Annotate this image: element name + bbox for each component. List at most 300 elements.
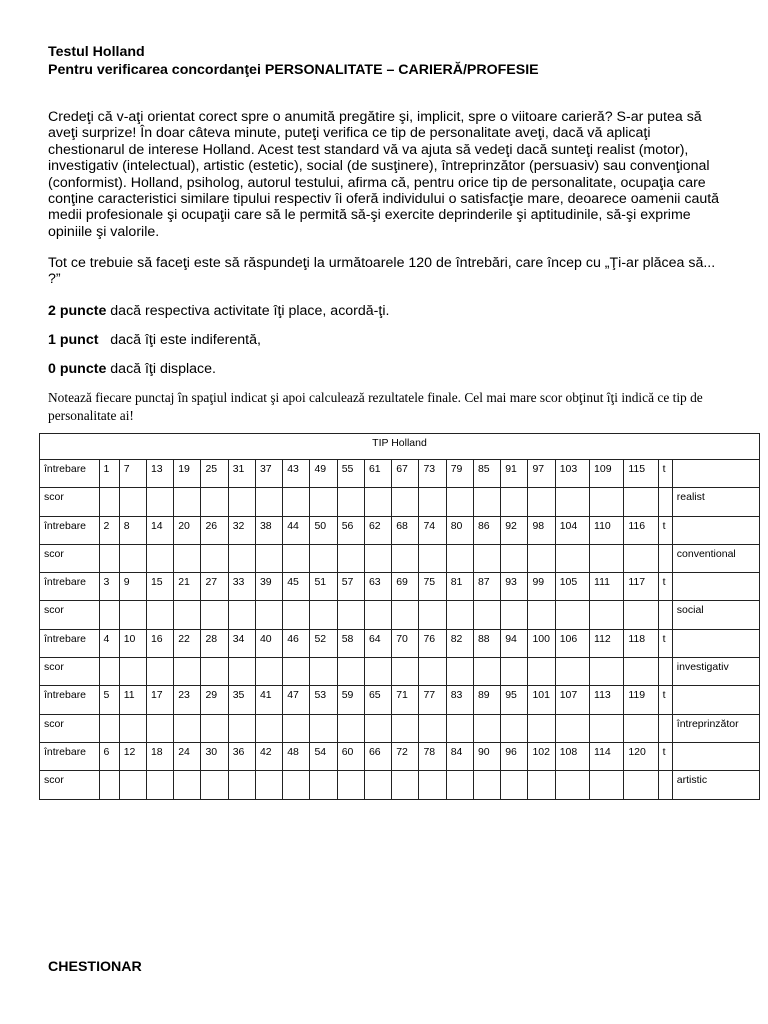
- question-number-cell: 23: [174, 686, 201, 714]
- score-input-cell[interactable]: [201, 714, 228, 742]
- question-row: [40, 686, 760, 714]
- scoring-two-points-text: dacă respectiva activitate îţi place, acordă-ţi.: [106, 303, 390, 319]
- question-number-cell: 34: [228, 629, 255, 657]
- score-input-cell[interactable]: [555, 544, 589, 572]
- question-number-cell: 42: [255, 742, 282, 770]
- score-input-cell[interactable]: [392, 714, 419, 742]
- score-input-cell[interactable]: [528, 714, 555, 742]
- score-input-cell[interactable]: [99, 488, 119, 516]
- holland-type-label: investigativ: [672, 658, 759, 686]
- table-header: TIP Holland: [40, 434, 760, 460]
- total-label-cell: t: [658, 516, 672, 544]
- question-number-cell: 6: [99, 742, 119, 770]
- empty-cell: [672, 516, 759, 544]
- question-number-cell: 11: [119, 686, 146, 714]
- question-number-cell: 17: [146, 686, 173, 714]
- title-line-1: Testul Holland: [48, 44, 145, 60]
- question-number-cell: 77: [419, 686, 446, 714]
- question-number-cell: 39: [255, 573, 282, 601]
- question-number-cell: 81: [446, 573, 473, 601]
- question-number-cell: 13: [146, 460, 173, 488]
- question-number-cell: 86: [473, 516, 500, 544]
- score-input-cell[interactable]: [228, 771, 255, 799]
- question-number-cell: 65: [364, 686, 391, 714]
- score-input-cell[interactable]: [283, 714, 310, 742]
- score-row: [40, 544, 760, 572]
- score-input-cell[interactable]: [501, 658, 528, 686]
- score-row-label: scor: [40, 714, 100, 742]
- score-input-cell[interactable]: [624, 658, 658, 686]
- score-input-cell[interactable]: [283, 771, 310, 799]
- score-input-cell[interactable]: [228, 601, 255, 629]
- empty-cell: [672, 686, 759, 714]
- score-input-cell[interactable]: [201, 488, 228, 516]
- question-number-cell: 25: [201, 460, 228, 488]
- question-number-cell: 93: [501, 573, 528, 601]
- score-input-cell[interactable]: [337, 601, 364, 629]
- question-number-cell: 112: [590, 629, 624, 657]
- score-total-cell[interactable]: [658, 658, 672, 686]
- question-number-cell: 73: [419, 460, 446, 488]
- score-input-cell[interactable]: [624, 771, 658, 799]
- question-number-cell: 117: [624, 573, 658, 601]
- question-number-cell: 82: [446, 629, 473, 657]
- question-number-cell: 71: [392, 686, 419, 714]
- score-input-cell[interactable]: [364, 601, 391, 629]
- score-input-cell[interactable]: [555, 601, 589, 629]
- scoring-two-points: [48, 303, 389, 320]
- question-number-cell: 119: [624, 686, 658, 714]
- question-number-cell: 22: [174, 629, 201, 657]
- question-number-cell: 80: [446, 516, 473, 544]
- score-input-cell[interactable]: [590, 544, 624, 572]
- holland-score-table: [39, 433, 760, 800]
- score-input-cell[interactable]: [255, 714, 282, 742]
- question-number-cell: 96: [501, 742, 528, 770]
- score-input-cell[interactable]: [174, 488, 201, 516]
- score-input-cell[interactable]: [283, 488, 310, 516]
- question-number-cell: 58: [337, 629, 364, 657]
- score-input-cell[interactable]: [364, 544, 391, 572]
- question-number-cell: 26: [201, 516, 228, 544]
- question-number-cell: 78: [419, 742, 446, 770]
- question-number-cell: 53: [310, 686, 337, 714]
- score-input-cell[interactable]: [419, 658, 446, 686]
- question-number-cell: 9: [119, 573, 146, 601]
- score-input-cell[interactable]: [310, 488, 337, 516]
- question-number-cell: 32: [228, 516, 255, 544]
- score-input-cell[interactable]: [119, 488, 146, 516]
- question-number-cell: 118: [624, 629, 658, 657]
- question-row-label: întrebare: [40, 742, 100, 770]
- holland-type-label: social: [672, 601, 759, 629]
- holland-type-label: artistic: [672, 771, 759, 799]
- question-number-cell: 27: [201, 573, 228, 601]
- question-number-cell: 72: [392, 742, 419, 770]
- question-number-cell: 95: [501, 686, 528, 714]
- question-number-cell: 36: [228, 742, 255, 770]
- score-row: [40, 714, 760, 742]
- score-input-cell[interactable]: [146, 601, 173, 629]
- score-input-cell[interactable]: [310, 714, 337, 742]
- question-number-cell: 107: [555, 686, 589, 714]
- score-input-cell[interactable]: [392, 658, 419, 686]
- score-input-cell[interactable]: [555, 771, 589, 799]
- total-label-cell: t: [658, 742, 672, 770]
- score-row: [40, 488, 760, 516]
- empty-cell: [672, 573, 759, 601]
- question-number-cell: 49: [310, 460, 337, 488]
- score-input-cell[interactable]: [446, 544, 473, 572]
- total-label-cell: t: [658, 460, 672, 488]
- question-row-label: întrebare: [40, 573, 100, 601]
- question-number-cell: 38: [255, 516, 282, 544]
- question-number-cell: 97: [528, 460, 555, 488]
- question-number-cell: 37: [255, 460, 282, 488]
- intro-paragraph: Credeţi că v-aţi orientat corect spre o anumită pregătire şi, implicit, spre o viitoare carieră? S-ar putea să aveţi surprize! În doar câteva minute, puteţi verifica ce tip de personalitate aveţi, dacă vă aplicaţi chestionarul de interese Holland. Acest test standard vă va ajuta să vedeţi dacă sunteţi realist (motor), investigativ (intelectual), artistic (estetic), social (de susţinere), întreprinzător (persuasiv) sau convenţional (conformist). Holland, psiholog, autorul testului, afirma că, pentru orice tip de personalitate, ocupaţia care conţine caracteristici similare tipului respectiv îi oferă individului o satisfacţie mare, deoarece oamenii caută medii profesionale şi ocupaţii care să le permită să-şi exercite deprinderile şi aptitudinile, să-şi exprime opiniile şi valorile.: [48, 109, 720, 240]
- score-input-cell[interactable]: [99, 714, 119, 742]
- score-input-cell[interactable]: [446, 601, 473, 629]
- score-input-cell[interactable]: [473, 658, 500, 686]
- score-input-cell[interactable]: [255, 658, 282, 686]
- score-input-cell[interactable]: [99, 601, 119, 629]
- score-input-cell[interactable]: [419, 488, 446, 516]
- score-input-cell[interactable]: [99, 658, 119, 686]
- score-input-cell[interactable]: [419, 714, 446, 742]
- score-input-cell[interactable]: [392, 771, 419, 799]
- score-input-cell[interactable]: [146, 658, 173, 686]
- score-input-cell[interactable]: [283, 601, 310, 629]
- score-input-cell[interactable]: [419, 601, 446, 629]
- score-input-cell[interactable]: [501, 544, 528, 572]
- score-input-cell[interactable]: [174, 771, 201, 799]
- score-input-cell[interactable]: [555, 658, 589, 686]
- question-number-cell: 62: [364, 516, 391, 544]
- score-input-cell[interactable]: [283, 544, 310, 572]
- question-number-cell: 33: [228, 573, 255, 601]
- holland-type-label: conventional: [672, 544, 759, 572]
- score-input-cell[interactable]: [419, 544, 446, 572]
- score-row-label: scor: [40, 488, 100, 516]
- scoring-note: Notează fiecare punctaj în spaţiul indicat şi apoi calculează rezultatele finale. Cel mai mare scor obţinut îţi indică ce tip de personalitate ai!: [48, 390, 703, 423]
- question-number-cell: 104: [555, 516, 589, 544]
- question-row: [40, 629, 760, 657]
- score-input-cell[interactable]: [624, 601, 658, 629]
- question-number-cell: 3: [99, 573, 119, 601]
- score-input-cell[interactable]: [528, 544, 555, 572]
- question-number-cell: 114: [590, 742, 624, 770]
- instructions-paragraph: Tot ce trebuie să faceţi este să răspundeţi la următoarele 120 de întrebări, care încep cu „Ţi-ar plăcea să... ?”: [48, 255, 716, 288]
- score-input-cell[interactable]: [201, 771, 228, 799]
- question-number-cell: 56: [337, 516, 364, 544]
- question-number-cell: 64: [364, 629, 391, 657]
- score-input-cell[interactable]: [590, 488, 624, 516]
- question-number-cell: 106: [555, 629, 589, 657]
- question-number-cell: 84: [446, 742, 473, 770]
- question-row-label: întrebare: [40, 686, 100, 714]
- score-input-cell[interactable]: [174, 658, 201, 686]
- score-input-cell[interactable]: [119, 658, 146, 686]
- question-number-cell: 44: [283, 516, 310, 544]
- total-label-cell: t: [658, 686, 672, 714]
- question-number-cell: 69: [392, 573, 419, 601]
- question-number-cell: 10: [119, 629, 146, 657]
- question-number-cell: 75: [419, 573, 446, 601]
- question-number-cell: 21: [174, 573, 201, 601]
- question-number-cell: 55: [337, 460, 364, 488]
- score-input-cell[interactable]: [174, 714, 201, 742]
- score-input-cell[interactable]: [337, 771, 364, 799]
- scoring-zero-points-text: dacă îţi displace.: [106, 361, 216, 377]
- question-number-cell: 76: [419, 629, 446, 657]
- question-number-cell: 40: [255, 629, 282, 657]
- score-input-cell[interactable]: [624, 544, 658, 572]
- question-number-cell: 35: [228, 686, 255, 714]
- question-number-cell: 7: [119, 460, 146, 488]
- score-input-cell[interactable]: [174, 544, 201, 572]
- score-input-cell[interactable]: [174, 601, 201, 629]
- score-input-cell[interactable]: [364, 658, 391, 686]
- score-input-cell[interactable]: [590, 601, 624, 629]
- empty-cell: [672, 460, 759, 488]
- question-number-cell: 12: [119, 742, 146, 770]
- question-number-cell: 91: [501, 460, 528, 488]
- question-number-cell: 50: [310, 516, 337, 544]
- score-input-cell[interactable]: [337, 488, 364, 516]
- scoring-one-point-label: 1 punct: [48, 332, 99, 348]
- score-input-cell[interactable]: [337, 544, 364, 572]
- question-number-cell: 98: [528, 516, 555, 544]
- score-input-cell[interactable]: [201, 544, 228, 572]
- question-row-label: întrebare: [40, 629, 100, 657]
- question-number-cell: 100: [528, 629, 555, 657]
- score-input-cell[interactable]: [337, 714, 364, 742]
- score-input-cell[interactable]: [528, 488, 555, 516]
- question-number-cell: 79: [446, 460, 473, 488]
- score-input-cell[interactable]: [119, 771, 146, 799]
- score-input-cell[interactable]: [283, 658, 310, 686]
- question-number-cell: 116: [624, 516, 658, 544]
- question-number-cell: 19: [174, 460, 201, 488]
- question-number-cell: 63: [364, 573, 391, 601]
- score-input-cell[interactable]: [624, 488, 658, 516]
- question-number-cell: 103: [555, 460, 589, 488]
- score-input-cell[interactable]: [119, 601, 146, 629]
- question-number-cell: 115: [624, 460, 658, 488]
- question-number-cell: 66: [364, 742, 391, 770]
- score-input-cell[interactable]: [528, 601, 555, 629]
- score-input-cell[interactable]: [99, 544, 119, 572]
- question-number-cell: 5: [99, 686, 119, 714]
- score-input-cell[interactable]: [228, 714, 255, 742]
- score-total-cell[interactable]: [658, 488, 672, 516]
- question-number-cell: 111: [590, 573, 624, 601]
- score-input-cell[interactable]: [146, 714, 173, 742]
- score-input-cell[interactable]: [255, 601, 282, 629]
- holland-type-label: întreprinzător: [672, 714, 759, 742]
- score-input-cell[interactable]: [392, 544, 419, 572]
- question-number-cell: 99: [528, 573, 555, 601]
- score-input-cell[interactable]: [473, 771, 500, 799]
- question-number-cell: 29: [201, 686, 228, 714]
- question-number-cell: 28: [201, 629, 228, 657]
- score-input-cell[interactable]: [310, 771, 337, 799]
- total-label-cell: t: [658, 573, 672, 601]
- score-input-cell[interactable]: [501, 771, 528, 799]
- question-number-cell: 45: [283, 573, 310, 601]
- score-input-cell[interactable]: [446, 488, 473, 516]
- score-row: [40, 601, 760, 629]
- question-number-cell: 8: [119, 516, 146, 544]
- question-number-cell: 74: [419, 516, 446, 544]
- question-number-cell: 57: [337, 573, 364, 601]
- score-total-cell[interactable]: [658, 771, 672, 799]
- score-input-cell[interactable]: [364, 488, 391, 516]
- score-input-cell[interactable]: [99, 771, 119, 799]
- score-input-cell[interactable]: [146, 544, 173, 572]
- question-row: [40, 516, 760, 544]
- question-number-cell: 51: [310, 573, 337, 601]
- score-input-cell[interactable]: [528, 658, 555, 686]
- empty-cell: [672, 629, 759, 657]
- question-number-cell: 89: [473, 686, 500, 714]
- score-input-cell[interactable]: [201, 601, 228, 629]
- question-number-cell: 2: [99, 516, 119, 544]
- question-number-cell: 18: [146, 742, 173, 770]
- question-number-cell: 43: [283, 460, 310, 488]
- question-row: [40, 742, 760, 770]
- score-input-cell[interactable]: [255, 544, 282, 572]
- score-input-cell[interactable]: [310, 544, 337, 572]
- score-input-cell[interactable]: [501, 714, 528, 742]
- question-number-cell: 92: [501, 516, 528, 544]
- score-input-cell[interactable]: [555, 488, 589, 516]
- score-total-cell[interactable]: [658, 714, 672, 742]
- score-input-cell[interactable]: [446, 714, 473, 742]
- question-number-cell: 110: [590, 516, 624, 544]
- question-number-cell: 54: [310, 742, 337, 770]
- question-number-cell: 70: [392, 629, 419, 657]
- score-input-cell[interactable]: [255, 488, 282, 516]
- question-number-cell: 85: [473, 460, 500, 488]
- holland-type-label: realist: [672, 488, 759, 516]
- title-line-2: Pentru verificarea concordanţei PERSONALITATE – CARIERĂ/PROFESIE: [48, 62, 539, 78]
- question-number-cell: 15: [146, 573, 173, 601]
- score-input-cell[interactable]: [337, 658, 364, 686]
- score-input-cell[interactable]: [364, 714, 391, 742]
- document-title: [48, 43, 539, 79]
- section-title-chestionar: CHESTIONAR: [48, 959, 142, 975]
- score-input-cell[interactable]: [590, 771, 624, 799]
- question-number-cell: 46: [283, 629, 310, 657]
- question-number-cell: 113: [590, 686, 624, 714]
- question-number-cell: 88: [473, 629, 500, 657]
- score-input-cell[interactable]: [392, 601, 419, 629]
- score-input-cell[interactable]: [364, 771, 391, 799]
- question-number-cell: 68: [392, 516, 419, 544]
- question-number-cell: 105: [555, 573, 589, 601]
- score-total-cell[interactable]: [658, 544, 672, 572]
- question-number-cell: 24: [174, 742, 201, 770]
- score-input-cell[interactable]: [228, 658, 255, 686]
- score-input-cell[interactable]: [201, 658, 228, 686]
- score-input-cell[interactable]: [473, 544, 500, 572]
- question-number-cell: 120: [624, 742, 658, 770]
- question-number-cell: 4: [99, 629, 119, 657]
- question-number-cell: 109: [590, 460, 624, 488]
- table-header-row: [40, 434, 760, 460]
- question-number-cell: 60: [337, 742, 364, 770]
- score-input-cell[interactable]: [228, 544, 255, 572]
- question-number-cell: 31: [228, 460, 255, 488]
- question-number-cell: 14: [146, 516, 173, 544]
- question-number-cell: 52: [310, 629, 337, 657]
- score-row-label: scor: [40, 658, 100, 686]
- score-input-cell[interactable]: [146, 771, 173, 799]
- score-input-cell[interactable]: [473, 601, 500, 629]
- question-number-cell: 20: [174, 516, 201, 544]
- question-number-cell: 30: [201, 742, 228, 770]
- question-number-cell: 87: [473, 573, 500, 601]
- question-number-cell: 83: [446, 686, 473, 714]
- question-number-cell: 59: [337, 686, 364, 714]
- score-row: [40, 658, 760, 686]
- question-number-cell: 67: [392, 460, 419, 488]
- question-number-cell: 102: [528, 742, 555, 770]
- score-row-label: scor: [40, 601, 100, 629]
- score-input-cell[interactable]: [501, 601, 528, 629]
- scoring-zero-points: [48, 361, 216, 378]
- score-row-label: scor: [40, 544, 100, 572]
- score-input-cell[interactable]: [310, 601, 337, 629]
- score-input-cell[interactable]: [446, 771, 473, 799]
- total-label-cell: t: [658, 629, 672, 657]
- score-input-cell[interactable]: [624, 714, 658, 742]
- score-input-cell[interactable]: [119, 714, 146, 742]
- score-input-cell[interactable]: [473, 488, 500, 516]
- score-input-cell[interactable]: [146, 488, 173, 516]
- score-input-cell[interactable]: [590, 714, 624, 742]
- score-input-cell[interactable]: [590, 658, 624, 686]
- question-number-cell: 108: [555, 742, 589, 770]
- score-total-cell[interactable]: [658, 601, 672, 629]
- score-input-cell[interactable]: [310, 658, 337, 686]
- question-number-cell: 101: [528, 686, 555, 714]
- empty-cell: [672, 742, 759, 770]
- question-number-cell: 1: [99, 460, 119, 488]
- score-input-cell[interactable]: [255, 771, 282, 799]
- score-input-cell[interactable]: [528, 771, 555, 799]
- score-input-cell[interactable]: [419, 771, 446, 799]
- scoring-two-points-label: 2 puncte: [48, 303, 107, 319]
- score-input-cell[interactable]: [392, 488, 419, 516]
- score-input-cell[interactable]: [555, 714, 589, 742]
- question-number-cell: 47: [283, 686, 310, 714]
- scoring-zero-points-label: 0 puncte: [48, 361, 107, 377]
- question-number-cell: 16: [146, 629, 173, 657]
- question-row-label: întrebare: [40, 516, 100, 544]
- score-input-cell[interactable]: [228, 488, 255, 516]
- question-row: [40, 573, 760, 601]
- question-number-cell: 48: [283, 742, 310, 770]
- score-input-cell[interactable]: [501, 488, 528, 516]
- score-input-cell[interactable]: [446, 658, 473, 686]
- question-row: [40, 460, 760, 488]
- question-number-cell: 90: [473, 742, 500, 770]
- question-number-cell: 41: [255, 686, 282, 714]
- score-input-cell[interactable]: [119, 544, 146, 572]
- score-input-cell[interactable]: [473, 714, 500, 742]
